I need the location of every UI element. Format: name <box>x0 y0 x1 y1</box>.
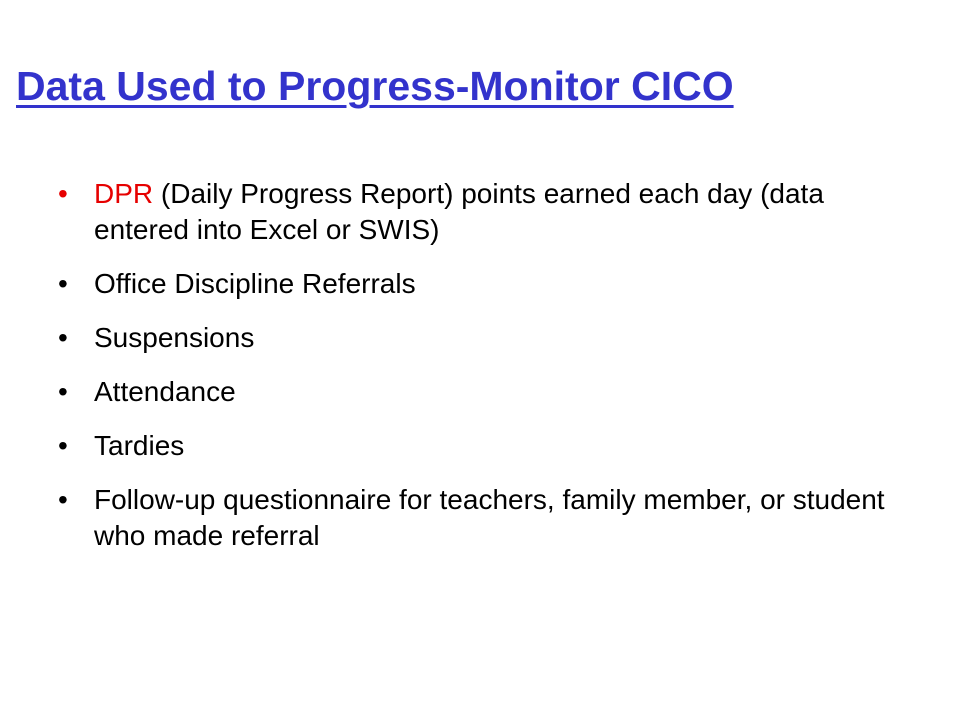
bullet-icon: • <box>58 268 68 299</box>
slide-title: Data Used to Progress-Monitor CICO <box>16 63 734 109</box>
bullet-icon: • <box>58 322 68 353</box>
bullet-item-dpr <box>58 176 918 248</box>
bullet-icon: • <box>58 430 68 461</box>
bullet-item-follow-up-questionnaire <box>58 482 918 554</box>
bullet-text: Office Discipline Referrals <box>94 268 416 299</box>
bullet-item-tardies <box>58 428 918 464</box>
bullet-icon: • <box>58 178 68 209</box>
bullet-text: Attendance <box>94 376 236 407</box>
bullet-icon: • <box>58 376 68 407</box>
bullet-list <box>58 176 918 572</box>
bullet-item-attendance <box>58 374 918 410</box>
bullet-item-suspensions <box>58 320 918 356</box>
bullet-item-office-discipline-referrals <box>58 266 918 302</box>
bullet-text: (Daily Progress Report) points earned each day (data entered into Excel or SWIS) <box>94 178 824 245</box>
dpr-highlight: DPR <box>94 178 154 209</box>
bullet-icon: • <box>58 484 68 515</box>
bullet-text: Follow-up questionnaire for teachers, family member, or student who made referral <box>94 484 885 551</box>
bullet-text: Suspensions <box>94 322 255 353</box>
bullet-text: Tardies <box>94 430 185 461</box>
